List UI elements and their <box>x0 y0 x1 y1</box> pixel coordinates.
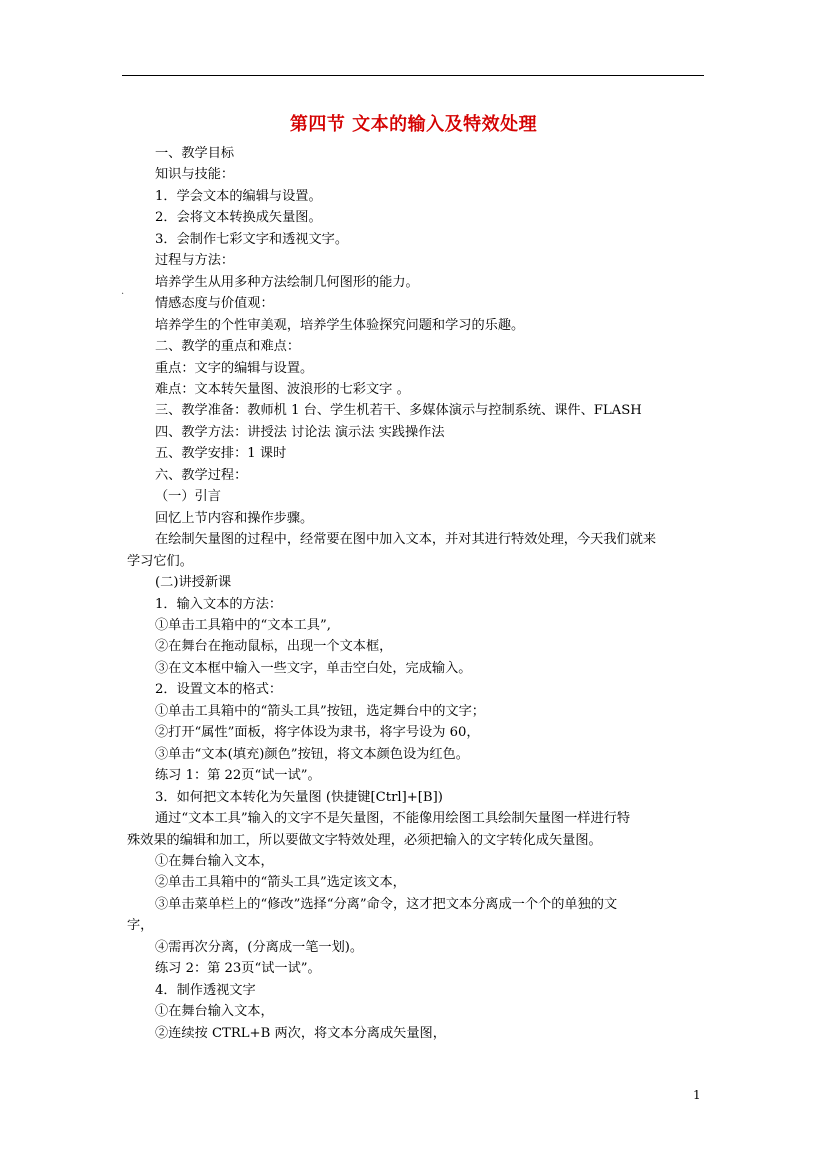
text-line: (二)讲授新课 <box>155 575 232 591</box>
text-line: 学习它们。 <box>127 553 193 569</box>
text-line: ③单击菜单栏上的“修改”选择“分离”命令，这才把文本分离成一个个的单独的文 <box>155 896 618 912</box>
text-line: 二、教学的重点和难点： <box>155 339 301 355</box>
text-line: 一、教学目标 <box>155 146 235 161</box>
text-line: 重点：文字的编辑与设置。 <box>155 360 314 376</box>
text-line: 四、教学方法：讲授法 讨论法 演示法 实践操作法 <box>155 424 445 440</box>
text-line: 2．设置文本的格式： <box>155 682 283 698</box>
text-line: ②单击工具箱中的“箭头工具”选定该文本， <box>155 875 406 891</box>
text-line: 难点：文本转矢量图、波浪形的七彩文字 。 <box>155 381 410 397</box>
text-line: 培养学生的个性审美观，培养学生体验探究问题和学习的乐趣。 <box>155 317 525 333</box>
text-line: 在绘制矢量图的过程中，经常要在图中加入文本，并对其进行特效处理，今天我们就来 <box>155 532 657 548</box>
text-line: 1．学会文本的编辑与设置。 <box>155 188 322 204</box>
page-number: 1 <box>693 1088 701 1102</box>
text-line: ①单击工具箱中的“箭头工具”按钮，选定舞台中的文字； <box>155 703 485 719</box>
text-line: ③单击“文本(填充)颜色”按钮，将文本颜色设为红色。 <box>155 746 469 762</box>
margin-marker: . <box>121 286 125 297</box>
text-line: 3．会制作七彩文字和透视文字。 <box>155 231 349 247</box>
text-line: 知识与技能： <box>155 167 235 183</box>
text-line: ①在舞台输入文本， <box>155 1004 274 1020</box>
header-rule <box>122 75 704 76</box>
text-line: 2．会将文本转换成矢量图。 <box>155 210 322 226</box>
text-line: 3．如何把文本转化为矢量图 (快捷键[Ctrl]+[B]) <box>155 789 443 805</box>
text-line: 练习 1：第 22页“试一试”。 <box>155 768 321 784</box>
document-body <box>127 143 705 1044</box>
page-title: 第四节 文本的输入及特效处理 <box>289 114 538 135</box>
text-line: ④需再次分离，(分离成一笔一划)。 <box>155 939 364 955</box>
text-line: ①单击工具箱中的“文本工具”, <box>155 617 331 633</box>
text-line: 练习 2：第 23页“试一试”。 <box>155 961 321 977</box>
text-line: 过程与方法： <box>155 253 235 269</box>
text-line: 六、教学过程： <box>155 467 248 483</box>
text-line: 回忆上节内容和操作步骤。 <box>155 510 314 526</box>
text-line: ①在舞台输入文本， <box>155 853 274 869</box>
text-line: 通过“文本工具”输入的文字不是矢量图，不能像用绘图工具绘制矢量图一样进行特 <box>155 811 631 827</box>
text-line: ②连续按 CTRL+B 两次，将文本分离成矢量图， <box>155 1025 446 1041</box>
text-line: 三、教学准备：教师机 1 台、学生机若干、多媒体演示与控制系统、课件、FLASH <box>155 403 642 419</box>
text-line: ③在文本框中输入一些文字，单击空白处，完成输入。 <box>155 660 472 676</box>
text-line: 五、教学安排：1 课时 <box>155 446 287 462</box>
text-line: 情感态度与价值观： <box>155 296 274 312</box>
text-line: 殊效果的编辑和加工，所以要做文字特效处理，必须把输入的文字转化成矢量图。 <box>127 832 602 848</box>
text-line: 1．输入文本的方法： <box>155 596 283 612</box>
text-line: 培养学生从用多种方法绘制几何图形的能力。 <box>155 274 419 290</box>
text-line: ②在舞台在拖动鼠标，出现一个文本框， <box>155 639 393 655</box>
text-line: 字， <box>127 918 154 934</box>
text-line: ②打开“属性”面板，将字体设为隶书，将字号设为 60， <box>155 725 480 741</box>
text-line: （一）引言 <box>155 489 221 505</box>
text-line: 4．制作透视文字 <box>155 982 256 998</box>
